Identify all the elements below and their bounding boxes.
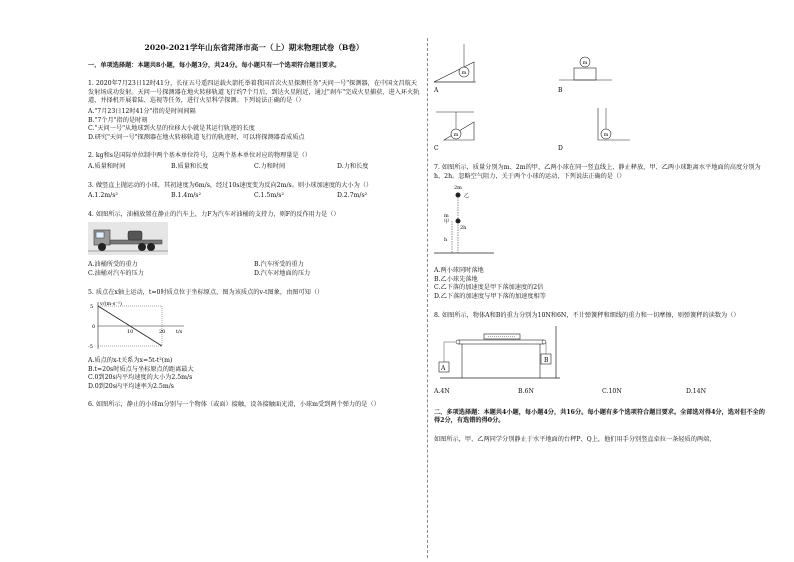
- question-4-option-a: A.油桶所受的重力: [88, 261, 138, 269]
- figure-b: [558, 57, 612, 94]
- q7-label-jia: 甲: [444, 219, 450, 226]
- question-4-options-row2: [88, 270, 420, 279]
- q8-block-b: B: [544, 357, 549, 365]
- question-5-option-d: D.0到20s内平均速率为2.5m/s: [88, 382, 174, 390]
- exam-title: 2020-2021学年山东省菏泽市高一（上）期末物理试卷（B卷）: [144, 43, 364, 52]
- question-8-option-a: A.4N: [434, 388, 450, 396]
- question-7-option-d: D.乙下落的加速度与甲下落的加速度相等: [434, 292, 546, 300]
- question-3-option-d: D.2.7m/s²: [337, 192, 368, 200]
- figure-d-label: D: [558, 145, 563, 152]
- question-1-option-a: A."7月23日12时41分"指的是时间间隔: [88, 107, 196, 115]
- figure-b-label: B: [558, 87, 563, 94]
- question-2-option-a: A.质量和时间: [88, 162, 126, 170]
- q7-height-h: h: [444, 237, 448, 244]
- vt-x-tick-10: 10: [127, 329, 134, 336]
- question-2-stem: 2. kg和s是国际单位制中两个基本单位符号，这两个基本单位对应的物理量是（）: [88, 152, 311, 160]
- question-3-stem: 3. 做竖直上抛运动的小球，其初速度为6m/s，经过10s速度变为反向2m/s。则小球加速度的大小为（）: [88, 181, 373, 189]
- section-1-heading: 一、单项选择题：本题共8小题，每小题3分，共24分。每小题只有一个选项符合题目要求。: [88, 61, 341, 69]
- question-7-figure: [434, 183, 504, 263]
- figure-c-ball-label: m: [453, 132, 459, 138]
- question-7-option-c: C.乙下落的加速度是甲下落加速度的2倍: [434, 284, 544, 292]
- question-5-stem: 5. 质点在x轴上运动，t=0时质点位于坐标原点，图为该质点的v-t图象，由图可知（）: [88, 288, 324, 296]
- figure-a: [434, 44, 476, 94]
- figure-c-label: C: [434, 145, 439, 152]
- vt-y-tick-5: 5: [90, 304, 94, 311]
- figure-d-ball-label: m: [603, 132, 609, 138]
- figure-d: [558, 108, 630, 152]
- q8-block-a: A: [441, 365, 446, 373]
- question-4-option-b: B.汽车所受的重力: [254, 261, 304, 269]
- question-5-option-b: B.t=20s时质点与坐标原点的距离最大: [88, 365, 194, 373]
- question-1-option-d: D.研究"天问一号"探测器在地火转移轨道飞行的轨迹时，可以将探测器看成质点: [88, 133, 305, 141]
- figure-a-label: A: [434, 87, 439, 94]
- q7-label-yi: 乙: [464, 193, 470, 200]
- q7-mass-2m: 2m: [454, 185, 462, 192]
- figure-a-ball-label: m: [461, 70, 467, 76]
- vt-y-tick-0: 0: [92, 324, 96, 331]
- question-2-option-b: B.质量和长度: [171, 162, 209, 170]
- column-divider: [427, 38, 428, 558]
- question-2-options: [88, 163, 420, 172]
- figure-b-ball-label: m: [582, 60, 588, 66]
- question-3-options: [88, 192, 420, 201]
- question-7-option-a: A.两小球同时落地: [434, 267, 484, 275]
- left-column: [88, 40, 420, 412]
- question-8-figure: [434, 322, 564, 384]
- question-1-stem: 1. 2020年7月23日12时41分，长征五号遥四运载火箭托举着我国首次火星探测任务"天问一号"探测器，在中国文昌航天发射场成功发射。天问一号探测器在地火转移轨道飞行约7个月后，到达火星附近，通过"刹车"完成火星捕获，进入环火轨道，并择机开展着陆、巡视等任务，进行火星科学探测。下列说法正确的是（）: [88, 80, 420, 105]
- question-3-option-c: C.1.5m/s²: [254, 192, 284, 200]
- question-3-option-a: A.1.2m/s²: [88, 192, 118, 200]
- question-2-option-d: D.力和长度: [337, 162, 369, 170]
- vt-y-tick-neg5: -5: [88, 344, 93, 351]
- q7-mass-m: m: [444, 213, 449, 220]
- vt-graph: [88, 299, 188, 353]
- question-6-figures: [434, 42, 770, 160]
- question-8-option-d: D.14N: [686, 388, 706, 396]
- truck-figure: [88, 221, 168, 257]
- question-4-option-c: C.油桶对汽车的压力: [88, 269, 144, 277]
- question-8-option-b: B.6N: [518, 388, 534, 396]
- question-8-stem: 8. 如图所示，物体A和B的重力分别为10N和6N，不计弹簧秤和细线的重力和一切摩擦，则弹簧秤的读数为（）: [434, 311, 740, 319]
- figure-c: [434, 112, 474, 152]
- question-8-option-c: C.10N: [602, 388, 622, 396]
- question-5-option-c: C.0到20s内平均速度的大小为2.5m/s: [88, 374, 193, 382]
- question-3-option-b: B.1.4m/s²: [171, 192, 201, 200]
- question-4-stem: 4. 如图所示，油桶放置在静止的汽车上，力F为汽车对油桶的支持力，则F的反作用力是（）: [88, 210, 340, 218]
- q7-height-2h: 2h: [460, 225, 467, 232]
- question-4-option-d: D.汽车对地面的压力: [254, 269, 311, 277]
- vt-y-axis-label: v/(m·s⁻¹): [100, 301, 122, 308]
- vt-x-tick-20: 20: [159, 329, 166, 336]
- question-2-option-c: C.力和时间: [254, 162, 286, 170]
- question-1-option-b: B."7个月"指的是时刻: [88, 116, 148, 124]
- question-8-options: [434, 388, 770, 397]
- section-2-heading: 二、多项选择题：本题共4小题，每小题4分，共16分。每小题有多个选项符合题目要求。全部选对得4分，选对但不全的得2分，有选错的得0分。: [434, 408, 765, 425]
- right-column: [434, 40, 770, 447]
- question-6-stem: 6. 如图所示，静止的小球m分别与一个物体（或面）接触，设各接触面光滑，小球m受到两个弹力的是（）: [88, 401, 380, 409]
- question-9-stem: 如图所示，甲、乙两同学分别静止于水平地面的台秤P、Q上，他们用手分别竖直牵拉一条轻质的两端，: [434, 435, 716, 443]
- question-4-options-row1: [88, 261, 420, 270]
- question-7-option-b: B.乙小球先落地: [434, 275, 478, 283]
- question-1-option-c: C."天问一号"从地球到火星的位移大小就是其运行轨迹的长度: [88, 125, 255, 133]
- vt-x-axis-label: t/s: [176, 329, 183, 336]
- question-7-stem: 7. 如图所示，质量分别为m、2m的甲、乙两小球在同一竖直线上，静止释放，甲、乙两小球距离水平地面的高度分别为h、2h。忽略空气阻力，关于两个小球的运动，下列说法正确的是（）: [434, 164, 761, 180]
- question-5-option-a: A.质点的x-t关系为x=5t-t²(m): [88, 357, 173, 365]
